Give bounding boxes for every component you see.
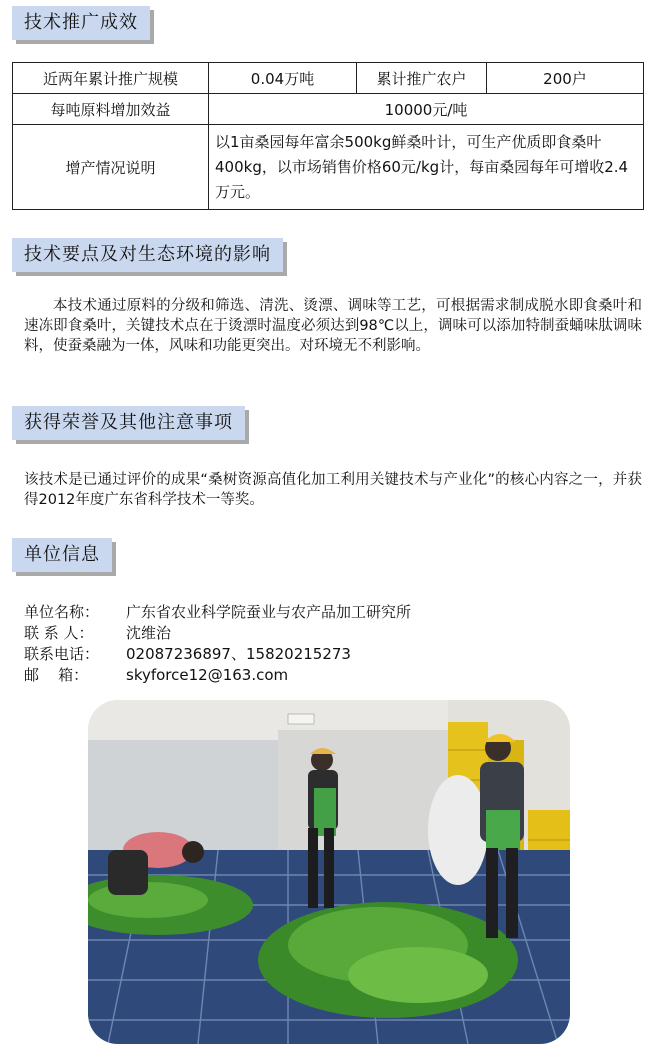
unit-name-label: 单位名称： [24, 603, 100, 621]
contact-row-person [24, 623, 411, 644]
table-cell-label: 每吨原料增加效益 [13, 94, 209, 125]
unit-name-value: 广东省农业科学院蚕业与农产品加工研究所 [126, 603, 412, 621]
section-heading-unit-info: 单位信息 [12, 538, 112, 572]
email-value[interactable]: skyforce12@163.com [126, 666, 289, 684]
contact-block [24, 602, 411, 686]
promotion-table [12, 62, 644, 210]
section-heading-key-points: 技术要点及对生态环境的影响 [12, 238, 283, 272]
section-heading-honors: 获得荣誉及其他注意事项 [12, 406, 245, 440]
table-cell-label: 近两年累计推广规模 [13, 63, 209, 94]
table-cell-value: 10000元/吨 [209, 94, 644, 125]
email-label: 邮 箱： [24, 666, 89, 684]
contact-row-phone [24, 644, 411, 665]
contact-row-unit [24, 602, 411, 623]
table-cell-label: 累计推广农户 [357, 63, 487, 94]
table-cell-value: 0.04万吨 [209, 63, 357, 94]
table-row [13, 94, 644, 125]
table-row [13, 125, 644, 210]
phone-value: 02087236897、15820215273 [126, 645, 351, 663]
table-cell-value: 200户 [487, 63, 644, 94]
phone-label: 联系电话： [24, 645, 100, 663]
table-cell-label: 增产情况说明 [13, 125, 209, 210]
contact-person-label: 联 系 人： [24, 624, 94, 642]
workers-sorting-leaves-photo [88, 700, 570, 1044]
section-heading-tech-promotion: 技术推广成效 [12, 6, 150, 40]
contact-row-email [24, 665, 411, 686]
table-cell-description: 以1亩桑园每年富余500kg鲜桑叶计，可生产优质即食桑叶400kg，以市场销售价格60元/kg计，每亩桑园每年可增收2.4万元。 [209, 125, 644, 210]
table-row [13, 63, 644, 94]
contact-person-value: 沈维治 [126, 624, 172, 642]
key-points-paragraph: 本技术通过原料的分级和筛选、清洗、烫漂、调味等工艺，可根据需求制成脱水即食桑叶和速冻即食桑叶，关键技术点在于烫漂时温度必须达到98℃以上，调味可以添加特制蚕蛹味肽调味料，使蚕桑融为一体，风味和功能更突出。对环境无不利影响。 [24, 298, 642, 354]
honors-paragraph: 该技术是已通过评价的成果“桑树资源高值化加工利用关键技术与产业化”的核心内容之一，并获得2012年度广东省科学技术一等奖。 [24, 472, 642, 508]
